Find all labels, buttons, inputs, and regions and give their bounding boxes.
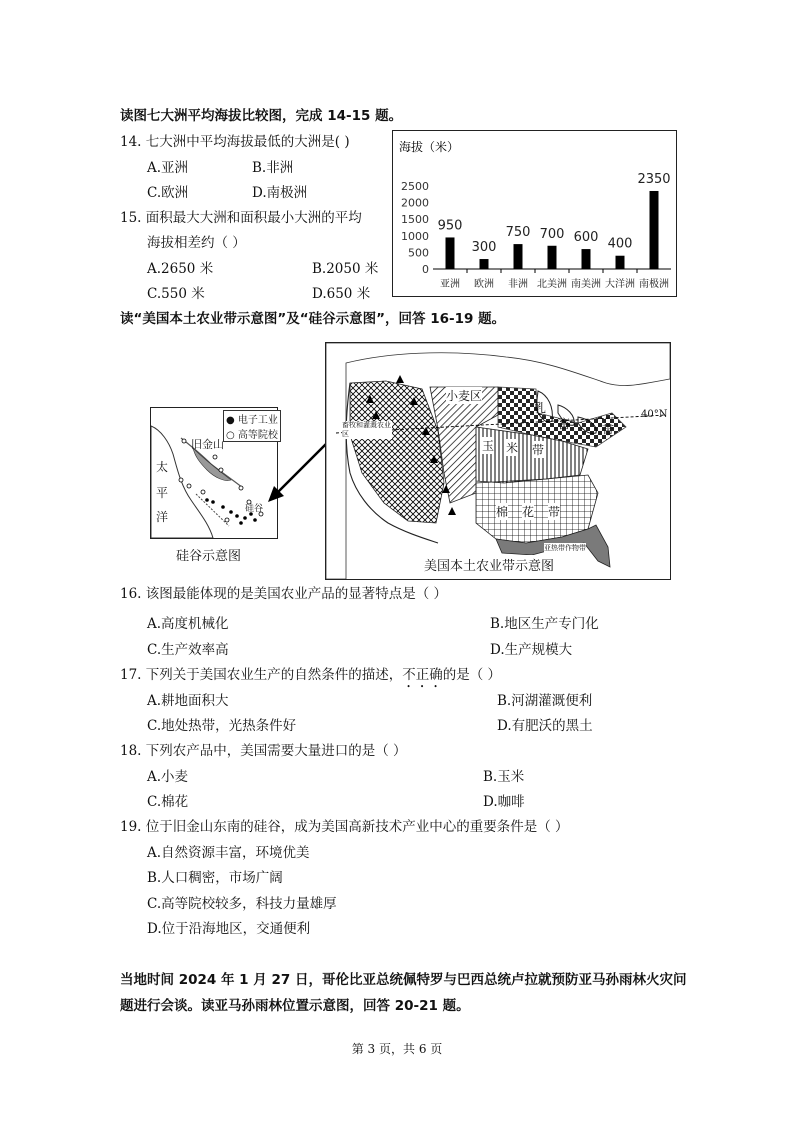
subtropical-label: 亚热带作物带	[544, 544, 586, 552]
q15-option-c[interactable]: C.550 米	[147, 286, 205, 302]
legend-electronics: ● 电子工业	[226, 415, 278, 426]
chart-data-label: 300	[471, 240, 497, 256]
section-intro-20-21-line2: 题进行会谈。读亚马孙雨林位置示意图，回答 20-21 题。	[120, 998, 470, 1014]
q16-option-a[interactable]: A.高度机械化	[147, 616, 229, 632]
chart-bar	[650, 191, 659, 269]
us-agriculture-map	[325, 342, 671, 580]
q17-stem-emphasis: 不正确	[402, 667, 443, 683]
ocean-label-3: 洋	[156, 510, 169, 524]
dairy-label-2: 畜	[558, 417, 571, 431]
dairy-label-1: 乳	[534, 401, 547, 415]
q14-option-b[interactable]: B.非洲	[252, 160, 294, 176]
wheat-label: 小麦区	[446, 389, 483, 403]
q18-option-c[interactable]: C.棉花	[147, 794, 189, 810]
chart-bar	[548, 246, 557, 269]
q18-option-b[interactable]: B.玉米	[483, 769, 525, 785]
chart-y-tick-label: 2000	[401, 196, 429, 210]
silicon-valley-label: 硅谷	[245, 504, 264, 514]
latitude-40n-label: 40°N	[641, 409, 668, 420]
q17-option-b[interactable]: B.河湖灌溉便利	[497, 693, 593, 709]
chart-bar	[582, 249, 591, 269]
legend-university: ○ 高等院校	[226, 430, 278, 441]
question-15-stem: 15. 面积最大大洲和面积最小大洲的平均	[120, 210, 362, 226]
q15-option-a[interactable]: A.2650 米	[147, 261, 214, 277]
chart-category-label: 北美洲	[537, 279, 567, 290]
chart-category-label: 非洲	[508, 279, 528, 290]
q16-option-d[interactable]: D.生产规模大	[490, 642, 573, 658]
chart-y-axis-label: 海拔（米）	[399, 140, 460, 154]
chart-bar	[480, 259, 489, 269]
question-17-stem	[120, 663, 501, 691]
us-map-svg	[326, 343, 670, 579]
section-intro-14-15: 读图七大洲平均海拔比较图，完成 14-15 题。	[120, 108, 403, 124]
chart-data-label: 750	[505, 225, 531, 241]
q17-stem-post: 的是（ ）	[442, 667, 502, 683]
silicon-valley-map	[150, 407, 278, 539]
q17-option-a[interactable]: A.耕地面积大	[147, 693, 229, 709]
chart-y-tick-label: 0	[422, 263, 429, 276]
chart-category-label: 亚洲	[440, 279, 460, 290]
q15-option-d[interactable]: D.650 米	[312, 286, 371, 302]
q16-option-b[interactable]: B.地区生产专门化	[490, 616, 599, 632]
ranch-label: 畜牧和灌溉农业区	[342, 421, 391, 438]
q19-option-c[interactable]: C.高等院校较多，科技力量雄厚	[147, 896, 337, 912]
section-intro-16-19: 读“美国本土农业带示意图”及“硅谷示意图”，回答 16-19 题。	[120, 311, 506, 327]
q14-option-c[interactable]: C.欧洲	[147, 185, 189, 201]
question-18-stem: 18. 下列农产品中，美国需要大量进口的是（ ）	[120, 743, 407, 759]
chart-data-label: 2350	[637, 171, 671, 187]
elevation-bar-chart	[392, 130, 677, 297]
corn-label-1: 玉	[482, 439, 495, 453]
chart-bar	[514, 244, 523, 269]
chart-category-label: 大洋洲	[605, 279, 635, 290]
q18-option-a[interactable]: A.小麦	[147, 769, 189, 785]
silicon-map-caption: 硅谷示意图	[176, 549, 242, 564]
section-intro-20-21-line1: 当地时间 2024 年 1 月 27 日，哥伦比亚总统佩特罗与巴西总统卢拉就预防亚马孙雨林火灾问	[120, 972, 687, 988]
chart-category-label: 南极洲	[639, 279, 669, 290]
q19-option-d[interactable]: D.位于沿海地区，交通便利	[147, 921, 311, 937]
chart-data-label: 400	[607, 236, 633, 252]
us-map-caption: 美国本土农业带示意图	[424, 555, 554, 574]
chart-data-label: 700	[539, 226, 565, 242]
chart-bar	[446, 237, 455, 269]
ranch-irrigation-zone	[350, 381, 444, 523]
corn-label-2: 米	[506, 441, 519, 455]
chart-data-label: 600	[573, 230, 599, 246]
question-19-stem: 19. 位于旧金山东南的硅谷，成为美国高新技术产业中心的重要条件是（ ）	[120, 819, 569, 835]
elevation-chart-svg	[393, 131, 678, 298]
q19-option-a[interactable]: A.自然资源丰富，环境优美	[147, 845, 310, 861]
q17-option-d[interactable]: D.有肥沃的黑土	[497, 718, 593, 734]
chart-category-label: 欧洲	[474, 279, 494, 290]
q16-option-c[interactable]: C.生产效率高	[147, 642, 229, 658]
cotton-label-1: 棉	[496, 505, 509, 519]
chart-bar	[616, 256, 625, 269]
q18-option-d[interactable]: D.咖啡	[483, 794, 525, 810]
q19-option-b[interactable]: B.人口稠密，市场广阔	[147, 870, 283, 886]
q14-option-a[interactable]: A.亚洲	[147, 160, 189, 176]
chart-y-tick-label: 500	[408, 246, 429, 260]
chart-category-label: 南美洲	[571, 279, 601, 290]
question-16-stem: 16. 该图最能体现的是美国农业产品的显著特点是（ ）	[120, 586, 448, 602]
q15-option-b[interactable]: B.2050 米	[312, 261, 379, 277]
question-14-stem: 14. 七大洲中平均海拔最低的大洲是( )	[120, 134, 350, 150]
chart-y-tick-label: 2500	[401, 180, 429, 193]
page-footer: 第 3 页，共 6 页	[351, 1042, 443, 1056]
dairy-label-3: 带	[602, 423, 615, 437]
san-francisco-label: 旧金山	[191, 438, 224, 451]
q17-option-c[interactable]: C.地处热带，光热条件好	[147, 718, 297, 734]
chart-y-tick-label: 1500	[401, 213, 429, 227]
q14-option-d[interactable]: D.南极洲	[252, 185, 308, 201]
q17-stem-pre: 17. 下列关于美国农业生产的自然条件的描述，	[120, 667, 403, 683]
corn-label-3: 带	[532, 443, 545, 457]
chart-data-label: 950	[437, 218, 463, 234]
question-15-stem-cont: 海拔相差约（ ）	[147, 235, 246, 251]
chart-y-tick-label: 1000	[401, 229, 429, 243]
ocean-label-1: 太	[156, 460, 169, 474]
cotton-label-3: 带	[548, 505, 561, 519]
cotton-label-2: 花	[522, 505, 535, 519]
ocean-label-2: 平	[156, 486, 169, 500]
